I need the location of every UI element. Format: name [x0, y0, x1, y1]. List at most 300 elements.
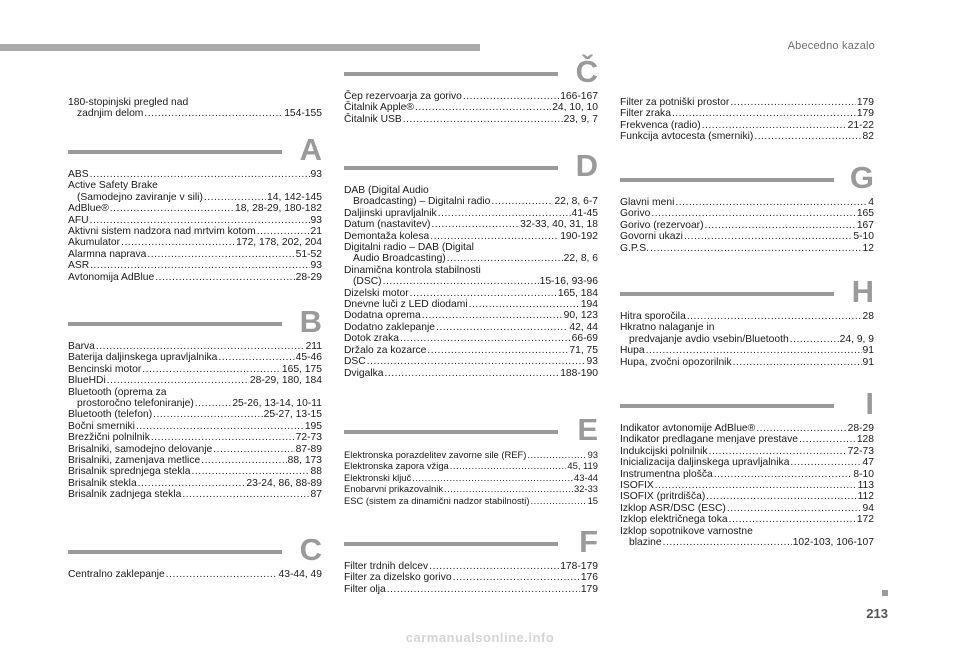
leader-dots [218, 352, 294, 363]
entry-label: Gorivo [620, 208, 651, 220]
entry-pages: 172 [856, 514, 874, 526]
entry-label: Indukcijski polnilnik [620, 445, 708, 457]
entry-label: Brisalnik zadnjega stekla [68, 489, 182, 501]
index-entry [68, 169, 322, 180]
index-entry [68, 364, 322, 375]
index-entry [344, 102, 598, 113]
entry-pages: 42, 44 [569, 321, 598, 333]
page-header-title: Abecedno kazalo [787, 40, 875, 52]
leader-dots [672, 108, 856, 119]
entry-pages: 211 [305, 341, 322, 352]
entry-label: Frekvenca (radio) [620, 119, 701, 131]
entry-pages: 93 [586, 356, 598, 368]
index-entry [344, 333, 598, 344]
leader-dots [110, 203, 234, 214]
entry-label: Izklop ASR/DSC (ESC) [620, 502, 726, 514]
entry-label: Enobarvni prikazovalnik [344, 483, 444, 495]
entry-pages: 43-44 [574, 471, 598, 483]
entry-label: Filter zraka [620, 108, 671, 120]
entry-pages: 194 [580, 299, 598, 311]
index-entry [344, 310, 598, 321]
section-g [620, 160, 874, 254]
leader-dots [166, 569, 278, 580]
entry-label: blazine [629, 537, 662, 549]
leader-dots [706, 491, 856, 502]
index-entry [620, 480, 874, 491]
leader-dots [733, 357, 862, 368]
index-entry [344, 196, 598, 207]
leader-dots [383, 276, 539, 287]
entry-pages: 179 [580, 583, 598, 595]
entry-label: predvajanje avdio vsebin/Bluetooth [629, 333, 789, 345]
leader-dots [438, 208, 571, 219]
index-entry [344, 265, 598, 276]
leader-dots [684, 231, 852, 242]
page-marker-square [882, 590, 888, 596]
entry-label: Dodatna oprema [344, 310, 421, 322]
section-rule [344, 166, 558, 170]
leader-dots [491, 196, 553, 207]
section-rule [620, 178, 834, 182]
section-letter: G [849, 160, 874, 195]
entry-label: Dodatno zaklepanje [344, 321, 436, 333]
entry-pages: 190-192 [560, 230, 598, 242]
leader-dots [121, 237, 235, 248]
entry-pages: 165, 184 [557, 287, 598, 299]
entry-pages: 4 [868, 197, 874, 208]
index-entry [620, 514, 874, 525]
leader-dots [531, 495, 587, 506]
index-entry [620, 503, 874, 514]
index-entry [68, 272, 322, 283]
index-entry [344, 288, 598, 299]
entry-label: ESC (sistem za dinamični nadzor stabilnosti) [344, 494, 530, 506]
leader-dots [182, 489, 309, 500]
leader-dots [453, 572, 580, 583]
index-entry [620, 108, 874, 119]
leader-dots [714, 469, 853, 480]
leader-dots [90, 215, 310, 226]
index-entry [620, 131, 874, 142]
entry-label: Dvigalka [344, 367, 384, 379]
entry-pages: 178-179 [560, 561, 598, 572]
entry-pages: 51-52 [295, 248, 322, 260]
section-f [344, 524, 598, 595]
entry-label: Gorivo (rezervoar) [620, 219, 704, 231]
leader-dots [463, 91, 559, 102]
entry-label: Digitalni radio – DAB (Digital [344, 242, 474, 254]
leader-dots [142, 364, 281, 375]
entry-pages: 93 [587, 449, 598, 460]
index-entry [344, 242, 598, 253]
entry-label: AdBlue® [68, 203, 109, 215]
entry-pages: 188-190 [560, 367, 598, 379]
entry-label: Bluetooth (telefon) [68, 409, 153, 421]
index-entry [620, 334, 874, 345]
index-entry [620, 197, 874, 208]
leader-dots [646, 345, 862, 356]
entry-label: Brisalnik sprednjega stekla [68, 466, 191, 478]
entry-label: Glavni meni [620, 197, 675, 208]
index-entry [68, 180, 322, 191]
entry-pages: 93 [310, 214, 322, 226]
entry-pages: 82 [862, 131, 874, 143]
index-entry [344, 322, 598, 333]
intro-entry [68, 97, 322, 120]
leader-dots [444, 483, 573, 494]
entry-label: Izklop električnega toka [620, 514, 728, 526]
leader-dots [799, 434, 856, 445]
index-entry [68, 237, 322, 248]
entry-label: Bluetooth (oprema za [68, 386, 167, 398]
entry-label: Filter trdnih delcev [344, 561, 429, 572]
index-entry [620, 457, 874, 468]
entry-pages: 24, 10, 10 [552, 102, 598, 114]
leader-dots [385, 368, 560, 379]
index-entry [620, 231, 874, 242]
entry-pages: 102-103, 106-107 [792, 537, 874, 549]
entry-pages: 41-45 [571, 207, 598, 219]
index-entry: zadnjim delom ..... 154-155 [68, 108, 322, 119]
section-letter: B [299, 304, 322, 339]
page-number: 213 [866, 606, 888, 621]
index-entry [344, 114, 598, 125]
entry-pages: 23, 9, 7 [563, 113, 598, 125]
section-i [620, 386, 874, 549]
leader-dots [429, 561, 559, 572]
entry-label: Brisalniki, samodejno delovanje [68, 443, 213, 455]
leader-dots [387, 584, 580, 595]
entry-label: Dotok zraka [344, 333, 399, 345]
entry-label: Daljinski upravljalnik [344, 207, 437, 219]
index-entry [620, 537, 874, 548]
entry-pages: 72-73 [847, 445, 874, 457]
index-entry [620, 446, 874, 457]
entry-label: BlueHDi [68, 375, 106, 387]
leader-dots [403, 114, 563, 125]
leader-dots [675, 197, 867, 208]
section-rule [344, 542, 558, 546]
entry-label: Elektronski ključ [344, 471, 412, 483]
entry-pages: 165, 175 [281, 363, 322, 375]
entry-label: Bencinski motor [68, 363, 142, 375]
index-entry [68, 466, 322, 477]
leader-dots [651, 208, 855, 219]
leader-dots [687, 311, 862, 322]
index-entry [344, 219, 598, 230]
entry-label: Funkcija avtocesta (smerniki) [620, 131, 754, 143]
entry-label: Inicializacija daljinskega upravljalnika [620, 457, 790, 469]
index-entry [68, 192, 322, 203]
entry-pages: 24, 9, 9 [839, 333, 874, 345]
entry-label: G.P.S. [620, 242, 649, 254]
leader-dots [756, 423, 846, 434]
index-entry [620, 311, 874, 322]
index-entry [344, 299, 598, 310]
entry-label: Avtonomija AdBlue [68, 271, 155, 283]
section-letter: Č [575, 54, 598, 89]
entry-label: Čep rezervoarja za gorivo [344, 91, 462, 102]
entry-label: Broadcasting) – Digitalni radio [353, 196, 491, 208]
leader-dots [90, 169, 310, 180]
index-entry [344, 208, 598, 219]
section-e [344, 412, 598, 506]
leader-dots [709, 446, 847, 457]
entry-label: Hkratno nalaganje in [620, 322, 715, 334]
index-entry [620, 243, 874, 254]
leader-dots [90, 260, 309, 271]
leader-dots [436, 322, 568, 333]
leader-dots [754, 131, 861, 142]
entry-pages: 166-167 [560, 91, 598, 102]
section-letter: F [579, 524, 598, 559]
entry-label: (DSC) [353, 276, 382, 288]
section-letter: A [299, 132, 322, 167]
section-rule [620, 292, 834, 296]
section-f-continued [620, 97, 874, 143]
index-entry [344, 368, 598, 379]
index-entry [68, 249, 322, 260]
leader-dots [527, 449, 586, 460]
leader-dots [729, 514, 856, 525]
leader-dots [107, 375, 249, 386]
entry-label: DSC [344, 356, 366, 368]
leader-dots [469, 299, 580, 310]
entry-label: prostoročno telefoniranje) [77, 398, 194, 410]
entry-pages: 179 [856, 97, 874, 108]
entry-label: Govorni ukazi [620, 231, 683, 243]
entry-label: Baterija daljinskega upravljalnika [68, 352, 218, 364]
leader-dots [191, 466, 309, 477]
entry-label: Hupa [620, 345, 645, 357]
leader-dots [702, 120, 847, 131]
entry-pages: 15-16, 93-96 [539, 276, 598, 288]
entry-pages: 5-10 [853, 231, 874, 243]
entry-label: Čitalnik USB [344, 113, 402, 125]
index-entry [620, 434, 874, 445]
index-entry [344, 483, 598, 494]
entry-label: ISOFIX [620, 480, 654, 492]
index-entry [68, 215, 322, 226]
index-entry [344, 495, 598, 506]
entry-pages: 45, 119 [567, 460, 598, 472]
index-entry [620, 491, 874, 502]
entry-label: Filter za dizelsko gorivo [344, 572, 452, 584]
entry-label: Dinamična kontrola stabilnosti [344, 264, 481, 276]
entry-label: Instrumentna plošča [620, 468, 713, 480]
leader-dots [431, 219, 519, 230]
index-entry [620, 345, 874, 356]
index-entry [68, 341, 322, 352]
entry-pages: 32-33 [574, 483, 598, 495]
index-entry [344, 460, 598, 471]
entry-label: Filter za potniški prostor [620, 97, 730, 108]
section-letter: I [865, 386, 874, 421]
watermark: carmanualsonline.info [405, 630, 555, 645]
index-entry [344, 572, 598, 583]
index-entry [620, 120, 874, 131]
entry-pages: 28-29 [847, 423, 874, 434]
entry-pages: 21 [310, 226, 322, 238]
entry-pages: 87 [310, 489, 322, 501]
entry-label: (Samodejno zaviranje v sili) [77, 191, 203, 203]
entry-pages: 112 [857, 491, 874, 503]
entry-label: Čitalnik Apple® [344, 102, 414, 114]
index-entry [344, 584, 598, 595]
entry-label: Dnevne luči z LED diodami [344, 299, 468, 311]
entry-label: Demontaža kolesa [344, 230, 430, 242]
entry-pages: 12 [862, 242, 874, 254]
index-entry [344, 472, 598, 483]
entry-pages: 179 [856, 108, 874, 120]
leader-dots [450, 460, 567, 471]
entry-pages: 113 [857, 480, 874, 492]
section-letter: C [299, 532, 322, 567]
entry-pages: 22, 8, 6 [563, 253, 598, 265]
entry-label: Alarmna naprava [68, 248, 147, 260]
leader-dots [655, 480, 857, 491]
entry-label: Akumulator [68, 237, 121, 249]
index-entry [344, 345, 598, 356]
leader-dots [155, 272, 294, 283]
entry-label: Barva [68, 341, 95, 352]
entry-pages: 45-46 [295, 352, 322, 364]
entry-label: ISOFIX (pritrdišča) [620, 491, 706, 503]
entry-pages: 91 [862, 345, 874, 357]
entry-label: ASR [68, 260, 90, 272]
leader-dots [422, 310, 563, 321]
leader-dots [151, 432, 295, 443]
leader-dots [195, 398, 232, 409]
entry-pages: 23-24, 86, 88-89 [246, 477, 322, 489]
entry-label: Datum (nastavitev) [344, 219, 431, 231]
entry-pages: 15 [587, 494, 598, 506]
section-rule [344, 430, 558, 434]
entry-pages: 66-69 [571, 333, 598, 345]
entry-pages: 25-27, 13-15 [263, 409, 322, 421]
leader-dots [213, 444, 294, 455]
entry-label: Brezžični polnilnik [68, 432, 150, 444]
section-h [620, 274, 874, 368]
leader-dots [400, 333, 571, 344]
entry-label: Brisalniki, zamenjava metlice [68, 455, 201, 467]
index-entry [620, 322, 874, 333]
section-d [344, 148, 598, 379]
section-letter: D [575, 148, 598, 183]
leader-dots [96, 341, 305, 352]
leader-dots [663, 537, 792, 548]
leader-dots [412, 472, 573, 483]
leader-dots [650, 243, 862, 254]
entry-pages: 25-26, 13-14, 10-11 [232, 398, 322, 410]
index-entry [344, 91, 598, 102]
entry-label: Elektronska zapora vžiga [344, 460, 449, 472]
section-a [68, 132, 322, 283]
entry-pages: 176 [580, 572, 598, 584]
section-rule [68, 550, 282, 554]
entry-pages: 72-73 [295, 432, 322, 444]
entry-label: Dizelski motor [344, 287, 409, 299]
entry-label: Aktivni sistem nadzora nad mrtvim kotom [68, 226, 256, 238]
index-entry [344, 185, 598, 196]
entry-label: AFU [68, 214, 89, 226]
entry-pages: 195 [304, 420, 322, 432]
leader-dots [410, 288, 557, 299]
leader-dots [257, 226, 310, 237]
entry-pages: 28-29 [295, 271, 322, 283]
entry-pages: 21-22 [847, 119, 874, 131]
leader-dots [790, 334, 839, 345]
index-entry [68, 352, 322, 363]
entry-label: 180-stopinjski pregled nad [68, 97, 189, 108]
section-c-caron [344, 54, 598, 125]
index-entry [68, 432, 322, 443]
leader-dots [136, 421, 304, 432]
entry-pages: 91 [862, 356, 874, 368]
index-entry [620, 469, 874, 480]
leader-dots [147, 249, 294, 260]
index-entry [344, 356, 598, 367]
leader-dots [153, 409, 262, 420]
entry-label: ABS [68, 169, 89, 180]
entry-pages: 88 [310, 466, 322, 478]
entry-label: Hitra sporočila [620, 311, 686, 322]
index-entry [620, 357, 874, 368]
leader-dots [204, 192, 266, 203]
leader-dots [705, 220, 856, 231]
leader-dots [730, 97, 856, 108]
section-letter: E [577, 412, 598, 447]
index-entry [68, 569, 322, 580]
section-c [68, 532, 322, 580]
index-entry [344, 449, 598, 460]
entry-pages: 87-89 [295, 443, 322, 455]
entry-label: Active Safety Brake [68, 180, 158, 192]
index-entry [68, 203, 322, 214]
index-entry [68, 444, 322, 455]
entry-label: Brisalnik stekla [68, 477, 137, 489]
entry-pages: 88, 173 [287, 455, 322, 467]
section-rule [344, 72, 558, 76]
index-entry [344, 231, 598, 242]
entry-label: Elektronska porazdelitev zavorne sile (REF) [344, 449, 527, 460]
header-bar [0, 44, 480, 51]
entry-label: Audio Broadcasting) [353, 253, 446, 265]
entry-pages: 28 [862, 311, 874, 322]
entry-pages: 8-10 [853, 468, 874, 480]
entry-pages: 128 [856, 434, 874, 446]
entry-pages: 93 [310, 169, 322, 180]
index-entry [68, 375, 322, 386]
entry-pages: 93 [310, 260, 322, 272]
section-rule [620, 404, 834, 408]
index-entry [68, 226, 322, 237]
entry-label: Centralno zaklepanje [68, 569, 165, 580]
entry-label: Držalo za kozarce [344, 344, 427, 356]
leader-dots [790, 457, 861, 468]
index-entry [344, 253, 598, 264]
leader-dots [447, 253, 563, 264]
entry-pages: 28-29, 180, 184 [249, 375, 322, 387]
entry-pages: 172, 178, 202, 204 [236, 237, 322, 249]
entry-pages: 22, 8, 6-7 [554, 196, 598, 208]
index-entry [620, 220, 874, 231]
entry-pages: 43-44, 49 [278, 569, 322, 580]
index-entry [68, 387, 322, 398]
leader-dots [201, 455, 286, 466]
leader-dots [415, 102, 551, 113]
index-entry [68, 478, 322, 489]
